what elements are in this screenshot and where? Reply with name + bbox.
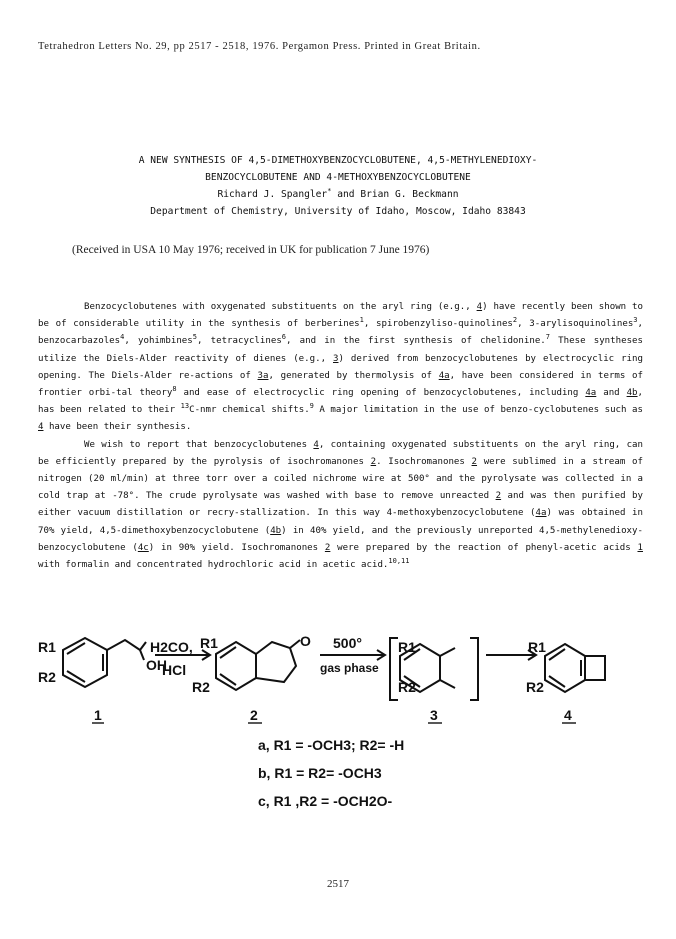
compound-1-ring <box>63 638 107 687</box>
paragraph-2: We wish to report that benzocyclobutenes 4, containing oxygenated substituents on the aryl ring, can be efficiently prepared by the pyrolysis of isochromanones 2. Isochromanones 2 were sublimed in a stream of nitrogen (20 ml/min) at three torr over a coiled nichrome wire at 500° and the pyrolysate was collected in a cold trap at -78°. The crude pyrolysate was washed with base to remove unreacted 2 and was then purified by either vacuum distillation or recry-stallization. In this way 4-methoxybenzocyclobutene (4a) was obtained in 70% yield, 4,5-dimethoxybenzocyclobutene (4b) in 40% yield, and the previously unreported 4,5-methylenedioxy-benzocyclobutene (4c) in 90% yield. Isochromanones 2 were prepared by the reaction of phenyl-acetic acids 1 with formalin and concentrated hydrochloric acid in acetic acid.$^{10,11}$ <box>38 439 643 571</box>
affiliation: Department of Chemistry, University of Idaho, Moscow, Idaho 83843 <box>150 206 526 217</box>
compound-label-3: 3 <box>430 707 438 723</box>
author-1: Richard J. Spangler <box>217 189 328 200</box>
sub-r1-label-2: R1 <box>200 635 218 651</box>
reagent-1-bottom: HCl <box>162 662 187 678</box>
article-title-line-1: A NEW SYNTHESIS OF 4,5-DIMETHOXYBENZOCYCLOBUTENE, 4,5-METHYLENEDIOXY- <box>138 155 538 166</box>
compound-label-1: 1 <box>94 707 102 723</box>
carbonyl-o-label: O <box>300 633 311 649</box>
body-text <box>38 299 643 574</box>
substituent-row-b: b, R1 = R2= -OCH3 <box>258 765 382 781</box>
sub-r1-label-1: R1 <box>38 639 56 655</box>
substituent-row-c: c, R1 ,R2 = -OCH2O- <box>258 793 393 809</box>
reaction-scheme <box>0 630 676 830</box>
paragraph-1: Benzocyclobutenes with oxygenated substituents on the aryl ring (e.g., 4) have recently been shown to be of considerable utility in the synthesis of berberines$^1$, spirobenzyliso-quinolines$^2$, 3-arylisoquinolines$^3$, benzocarbazoles$^4$, yohimbines$^5$, tetracyclines$^6$, and in the first synthesis of chelidonine.$^7$ These syntheses utilize the Diels-Alder reactivity of dienes (e.g., 3) derived from benzocyclobutenes by electrocyclic ring opening. The Diels-Alder re-actions of 3a, generated by thermolysis of 4a, have been considered in terms of frontier orbi-tal theory$^8$ and ease of electrocyclic ring opening of benzocyclobutenes, including 4a and 4b, has been related to their $^{13}$C-nmr chemical shifts.$^9$ A major limitation in the use of benzo-cyclobutenes such as 4 have been their synthesis. <box>38 302 644 433</box>
article-title-block <box>0 152 676 220</box>
compound-label-4: 4 <box>564 707 572 723</box>
sub-r2-label-1: R2 <box>38 669 56 685</box>
compound-4-ring <box>545 644 585 692</box>
reagent-2-bottom: gas phase <box>320 661 379 675</box>
sub-r1-label-3: R1 <box>398 639 416 655</box>
hydroxyl-label: OH <box>146 657 167 673</box>
author-2: and Brian G. Beckmann <box>331 189 459 200</box>
compound-2-ring <box>216 642 256 690</box>
sub-r1-label-4: R1 <box>528 639 546 655</box>
received-dates: (Received in USA 10 May 1976; received in UK for publication 7 June 1976) <box>72 244 430 256</box>
article-title-line-2: BENZOCYCLOBUTENE AND 4-METHOXYBENZOCYCLOBUTENE <box>205 172 471 183</box>
reagent-1-top: H2CO, <box>150 639 193 655</box>
substituent-row-a: a, R1 = -OCH3; R2= -H <box>258 737 405 753</box>
corresponding-author-mark: * <box>327 187 332 195</box>
sub-r2-label-3: R2 <box>398 679 416 695</box>
authors <box>0 186 676 203</box>
sub-r2-label-2: R2 <box>192 679 210 695</box>
compound-label-2: 2 <box>250 707 258 723</box>
sub-r2-label-4: R2 <box>526 679 544 695</box>
running-header: Tetrahedron Letters No. 29, pp 2517 - 2518, 1976. Pergamon Press. Printed in Great Britain. <box>38 41 481 52</box>
reagent-2-top: 500° <box>333 635 362 651</box>
page-number: 2517 <box>327 878 349 890</box>
